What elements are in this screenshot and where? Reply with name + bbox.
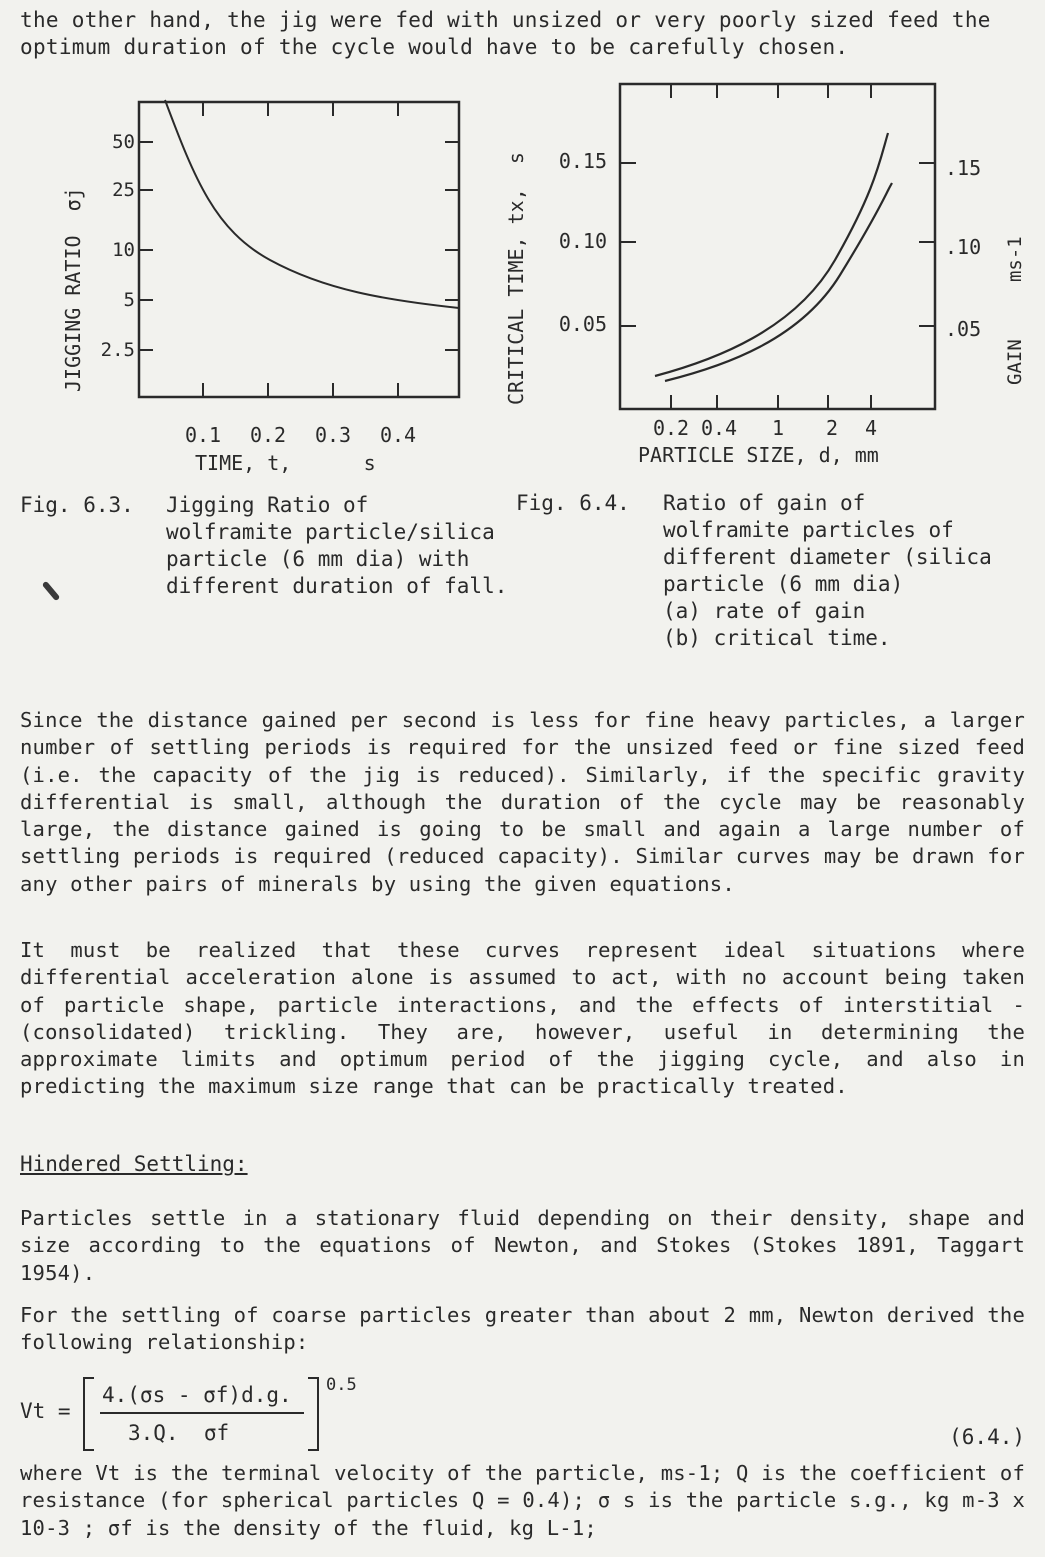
x-tick-label: 0.2 [652, 416, 690, 440]
caption-line: Ratio of gain of [663, 491, 866, 515]
y-tick-label: 5 [123, 289, 135, 311]
left-bracket [84, 1378, 94, 1450]
text-line: optimum duration of the cycle would have to be carefully chosen. [20, 35, 849, 59]
caption-line: wolframite particle/silica [166, 520, 495, 544]
y-tick-label: 2.5 [100, 339, 135, 361]
x-tick-label: 0.4 [700, 416, 738, 440]
y-tick-label: .10 [945, 235, 982, 259]
caption-number: Fig. 6.3. [20, 493, 134, 517]
x-tick-label: 1 [771, 416, 785, 440]
y-tick-label: 10 [112, 239, 135, 261]
text-line: the other hand, the jig were fed with unsized or very poorly sized feed the [20, 8, 991, 32]
x-tick-label: 0.2 [249, 423, 287, 447]
paragraph: It must be realized that these curves represent ideal situations where differential acceleration alone is assumed to act, with no account being taken of particle shape, particle interactions, and the effects of interstitial - (consolidated) trickling. They are, however, useful in determining the approximate limits and optimum period of the jigging cycle, and also in predicting the maximum size range that can be practically treated. [20, 938, 1025, 1099]
x-tick-label: 0.3 [314, 423, 352, 447]
y-tick-label: .15 [945, 156, 982, 180]
chart-fig-6-4 [495, 70, 1030, 470]
equation-number: (6.4.) [949, 1425, 1025, 1449]
equation-numerator: 4.(σs - σf)d.g. [102, 1383, 292, 1407]
y-ticks [620, 163, 935, 326]
equation-lhs: Vt = [20, 1399, 71, 1423]
y-ticks [139, 142, 459, 350]
caption-line: wolframite particles of [663, 518, 954, 542]
caption-line: particle (6 mm dia) [663, 572, 904, 596]
equation-6-4 [20, 1370, 1030, 1460]
right-bracket [308, 1378, 318, 1450]
equation-exponent: 0.5 [326, 1375, 357, 1395]
paragraph: where Vt is the terminal velocity of the particle, ms-1; Q is the coefficient of resistance (for spherical particles Q = 0.4); σ s is the particle s.g., kg m-3 x 10-3 ; σf is the density of the fluid, kg L-1; [20, 1461, 1025, 1540]
y-tick-label: 0.15 [558, 149, 607, 173]
x-ticks [203, 102, 398, 397]
y-axis-label-left: CRITICAL TIME, tx, s [504, 152, 528, 405]
equation-denominator: 3.Q. σf [128, 1421, 230, 1445]
paragraph: Particles settle in a stationary fluid depending on their density, shape and size according to the equations of Newton, and Stokes (Stokes 1891, Taggart 1954). [20, 1206, 1025, 1285]
x-ticks [671, 84, 871, 409]
y-tick-label: 25 [112, 179, 135, 201]
x-tick-label: 0.4 [379, 423, 417, 447]
y-tick-label: 0.05 [558, 312, 607, 336]
chart-fig-6-3 [55, 80, 475, 480]
y-tick-label: 0.10 [558, 229, 607, 253]
y-tick-label: .05 [945, 317, 982, 341]
section-heading: Hindered Settling: [20, 1152, 248, 1176]
y-axis-label-right: GAIN ms-1 [1004, 236, 1026, 385]
series-line-jigging-ratio [165, 100, 459, 308]
y-tick-label: 50 [112, 131, 135, 153]
x-tick-label: 2 [825, 416, 839, 440]
caption-line: Jigging Ratio of [166, 493, 369, 517]
caption-line: particle (6 mm dia) with [166, 547, 470, 571]
series-line-critical-time [665, 183, 892, 381]
caption-line: (b) critical time. [663, 626, 891, 650]
caption-number: Fig. 6.4. [516, 491, 630, 515]
x-tick-label: 4 [864, 416, 878, 440]
paragraph: For the settling of coarse particles greater than about 2 mm, Newton derived the following relationship: [20, 1303, 1025, 1355]
caption-line: different diameter (silica [663, 545, 992, 569]
x-axis-label: TIME, t, s [195, 451, 376, 475]
figure-caption [516, 490, 1026, 655]
figure-caption [20, 492, 520, 602]
paragraph: Since the distance gained per second is less for fine heavy particles, a larger number of settling periods is required for the unsized feed or fine sized feed (i.e. the capacity of the jig is reduced). Similarly, if the specific gravity differential is small, although the duration of the cycle may be reasonably large, the distance gained is going to be small and again a large number of settling periods is required (reduced capacity). Similar curves may be drawn for any other pairs of minerals by using the given equations. [20, 708, 1025, 896]
caption-line: (a) rate of gain [663, 599, 866, 623]
x-axis-label: PARTICLE SIZE, d, mm [638, 443, 879, 467]
y-axis-label: JIGGING RATIO σj [61, 187, 85, 392]
x-tick-label: 0.1 [184, 423, 222, 447]
caption-line: different duration of fall. [166, 574, 508, 598]
